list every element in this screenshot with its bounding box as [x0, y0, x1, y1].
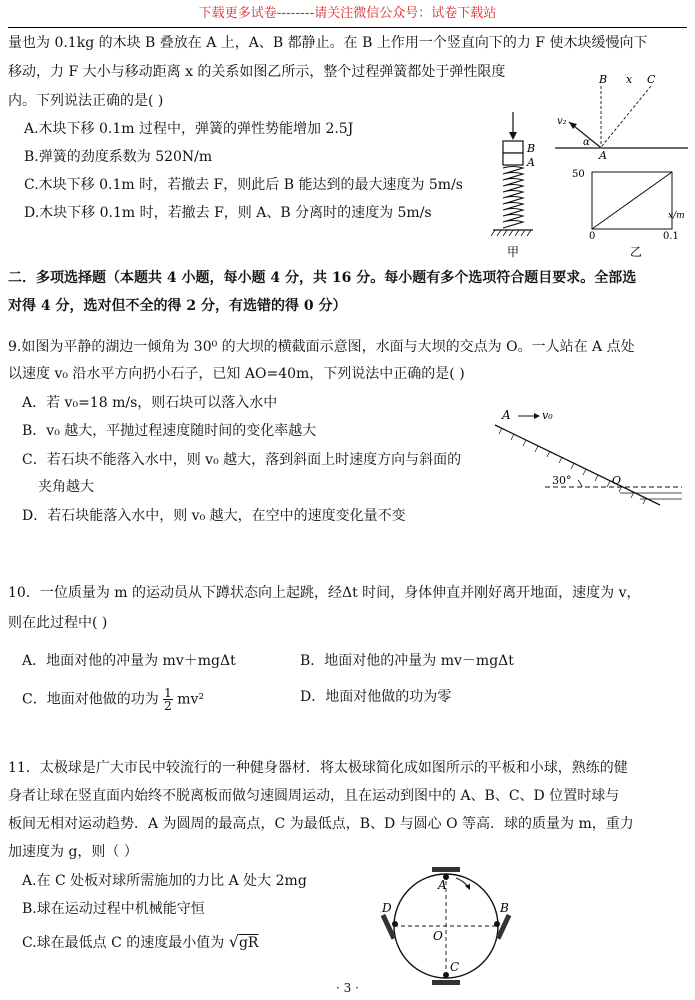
q9-option-c-line1: C．若石块不能落入水中，则 v₀ 越大，落到斜面上时速度方向与斜面的 — [22, 452, 462, 468]
dam-point-a-label: A — [502, 408, 511, 422]
fraction-numerator: 1 — [164, 686, 172, 700]
v0-arrowhead — [534, 413, 540, 419]
origin-label: 0 — [589, 231, 596, 242]
point-b-label: B — [599, 73, 608, 86]
spring-coil — [503, 167, 523, 229]
top-board — [432, 867, 460, 872]
block-b — [503, 141, 523, 153]
angle-label: 30° — [552, 474, 572, 487]
q11-line4: 加速度为 g，则（ ） — [8, 844, 138, 860]
q11-line2: 身者让球在竖直面内始终不脱离板而做匀速圆周运动，且在运动到图中的 A、B、C、D 位置时球与 — [8, 788, 620, 804]
slanted-dashed-line — [602, 86, 651, 146]
v2-label: v₂ — [557, 116, 567, 127]
page-number: · 3 · — [336, 981, 359, 995]
q8-line3: 内。下列说法正确的是( ) — [8, 93, 164, 109]
circle-point-a-label: A — [438, 878, 447, 892]
circle-point-c-label: C — [450, 960, 460, 974]
taiji-figure — [378, 858, 518, 988]
ground-hatch — [491, 230, 531, 236]
q10-option-c-text: C．地面对他做的功为 — [22, 691, 159, 708]
q10-option-b: B．地面对他的冲量为 mv－mgΔt — [300, 653, 514, 669]
q8-line1: 量也为 0.1kg 的木块 B 叠放在 A 上，A、B 都静止。在 B 上作用一个竖直向下的力 F 使木块缓慢向下 — [8, 35, 648, 51]
ball-d — [392, 921, 398, 927]
q9-option-b: B．v₀ 越大，平抛过程速度随时间的变化率越大 — [22, 423, 317, 439]
x-axis-label: x/m — [668, 211, 685, 221]
block-a-label: A — [527, 156, 535, 169]
fraction-denominator: 2 — [164, 699, 172, 713]
point-a-label: A — [599, 149, 607, 160]
q10-option-c-mv2: mv² — [177, 691, 205, 708]
alpha-label: α — [583, 137, 590, 148]
circle-point-b-label: B — [500, 901, 509, 915]
q11-line1: 11．太极球是广大市民中较流行的一种健身器材．将太极球简化成如图所示的平板和小球，熟练的健 — [8, 760, 628, 776]
q10-option-d: D．地面对他做的功为零 — [300, 689, 452, 705]
q9-line1: 9.如图为平静的湖边一倾角为 30⁰ 的大坝的横截面示意图，水面与大坝的交点为 O。一人站在 A 点处 — [8, 339, 635, 355]
circle-point-d-label: D — [382, 901, 392, 915]
figure-caption-jia: 甲 — [507, 245, 520, 259]
y-tick-label: 50 — [572, 169, 585, 180]
sqrt-sign: √ — [228, 932, 239, 951]
q9-option-d: D．若石块能落入水中，则 v₀ 越大，在空中的速度变化量不变 — [22, 508, 406, 524]
x-tick-label: 0.1 — [663, 231, 679, 242]
q8-line2: 移动，力 F 大小与移动距离 x 的关系如图乙所示，整个过程弹簧都处于弹性限度 — [8, 64, 506, 80]
q8-option-a: A.木块下移 0.1m 过程中，弹簧的弹性势能增加 2.5J — [24, 121, 354, 137]
ball-b — [494, 921, 500, 927]
q11-option-c-text: C.球在最低点 C 的速度最小值为 — [22, 935, 225, 951]
circle-center-o-label: O — [433, 929, 443, 943]
block-a — [503, 153, 523, 165]
v0-label: v₀ — [542, 409, 553, 422]
q8-option-b: B.弹簧的劲度系数为 520N/m — [24, 149, 213, 165]
sqrt-radicand: gR — [238, 935, 259, 951]
dam-point-o-label: O — [612, 474, 622, 487]
point-c-label: C — [647, 73, 656, 86]
q8-option-d: D.木块下移 0.1m 时，若撤去 F，则 A、B 分离时的速度为 5m/s — [24, 205, 432, 221]
figure-caption-yi: 乙 — [630, 245, 643, 259]
angle-arc — [578, 480, 582, 487]
q10-option-c — [22, 687, 204, 712]
block-b-label: B — [527, 142, 536, 155]
q11-line3: 板间无相对运动趋势．A 为圆周的最高点，C 为最低点，B、D 与圆心 O 等高．球的质量为 m，重力 — [8, 816, 634, 832]
q9-line2: 以速度 v₀ 沿水平方向扔小石子，已知 AO=40m，下列说法中正确的是( ) — [8, 366, 465, 382]
q11-option-b: B.球在运动过程中机械能守恒 — [22, 901, 205, 917]
q9-option-c-line2: 夹角越大 — [38, 479, 94, 495]
q8-option-c: C.木块下移 0.1m 时，若撤去 F，则此后 B 能达到的最大速度为 5m/s — [24, 177, 463, 193]
velocity-figure — [555, 72, 690, 160]
q10-line2: 则在此过程中( ) — [8, 615, 108, 631]
q10-line1: 10．一位质量为 m 的运动员从下蹲状态向上起跳，经Δt 时间，身体伸直并刚好离开地面，速度为 v， — [8, 585, 641, 601]
one-half-fraction — [163, 687, 173, 712]
force-line — [592, 172, 672, 229]
header-rule — [8, 27, 687, 28]
section2-heading-line1: 二．多项选择题（本题共 4 小题，每小题 4 分，共 16 分。每小题有多个选项符合题目要求。全部选 — [8, 270, 637, 286]
distance-x-label: x — [626, 73, 633, 86]
q11-option-a: A.在 C 处板对球所需施加的力比 A 处大 2mg — [22, 873, 307, 889]
force-arrowhead — [509, 132, 517, 140]
q9-option-a: A．若 v₀=18 m/s，则石块可以落入水中 — [22, 395, 278, 411]
q11-option-c — [22, 932, 258, 953]
q10-option-a: A．地面对他的冲量为 mv＋mgΔt — [22, 653, 236, 669]
dam-figure — [490, 405, 685, 515]
spring-figure — [488, 110, 548, 260]
header-banner: 下载更多试卷--------请关注微信公众号：试卷下载站 — [198, 6, 497, 21]
force-distance-graph — [570, 160, 690, 260]
section2-heading-line2: 对得 4 分，选对但不全的得 2 分，有选错的得 0 分） — [8, 298, 347, 314]
